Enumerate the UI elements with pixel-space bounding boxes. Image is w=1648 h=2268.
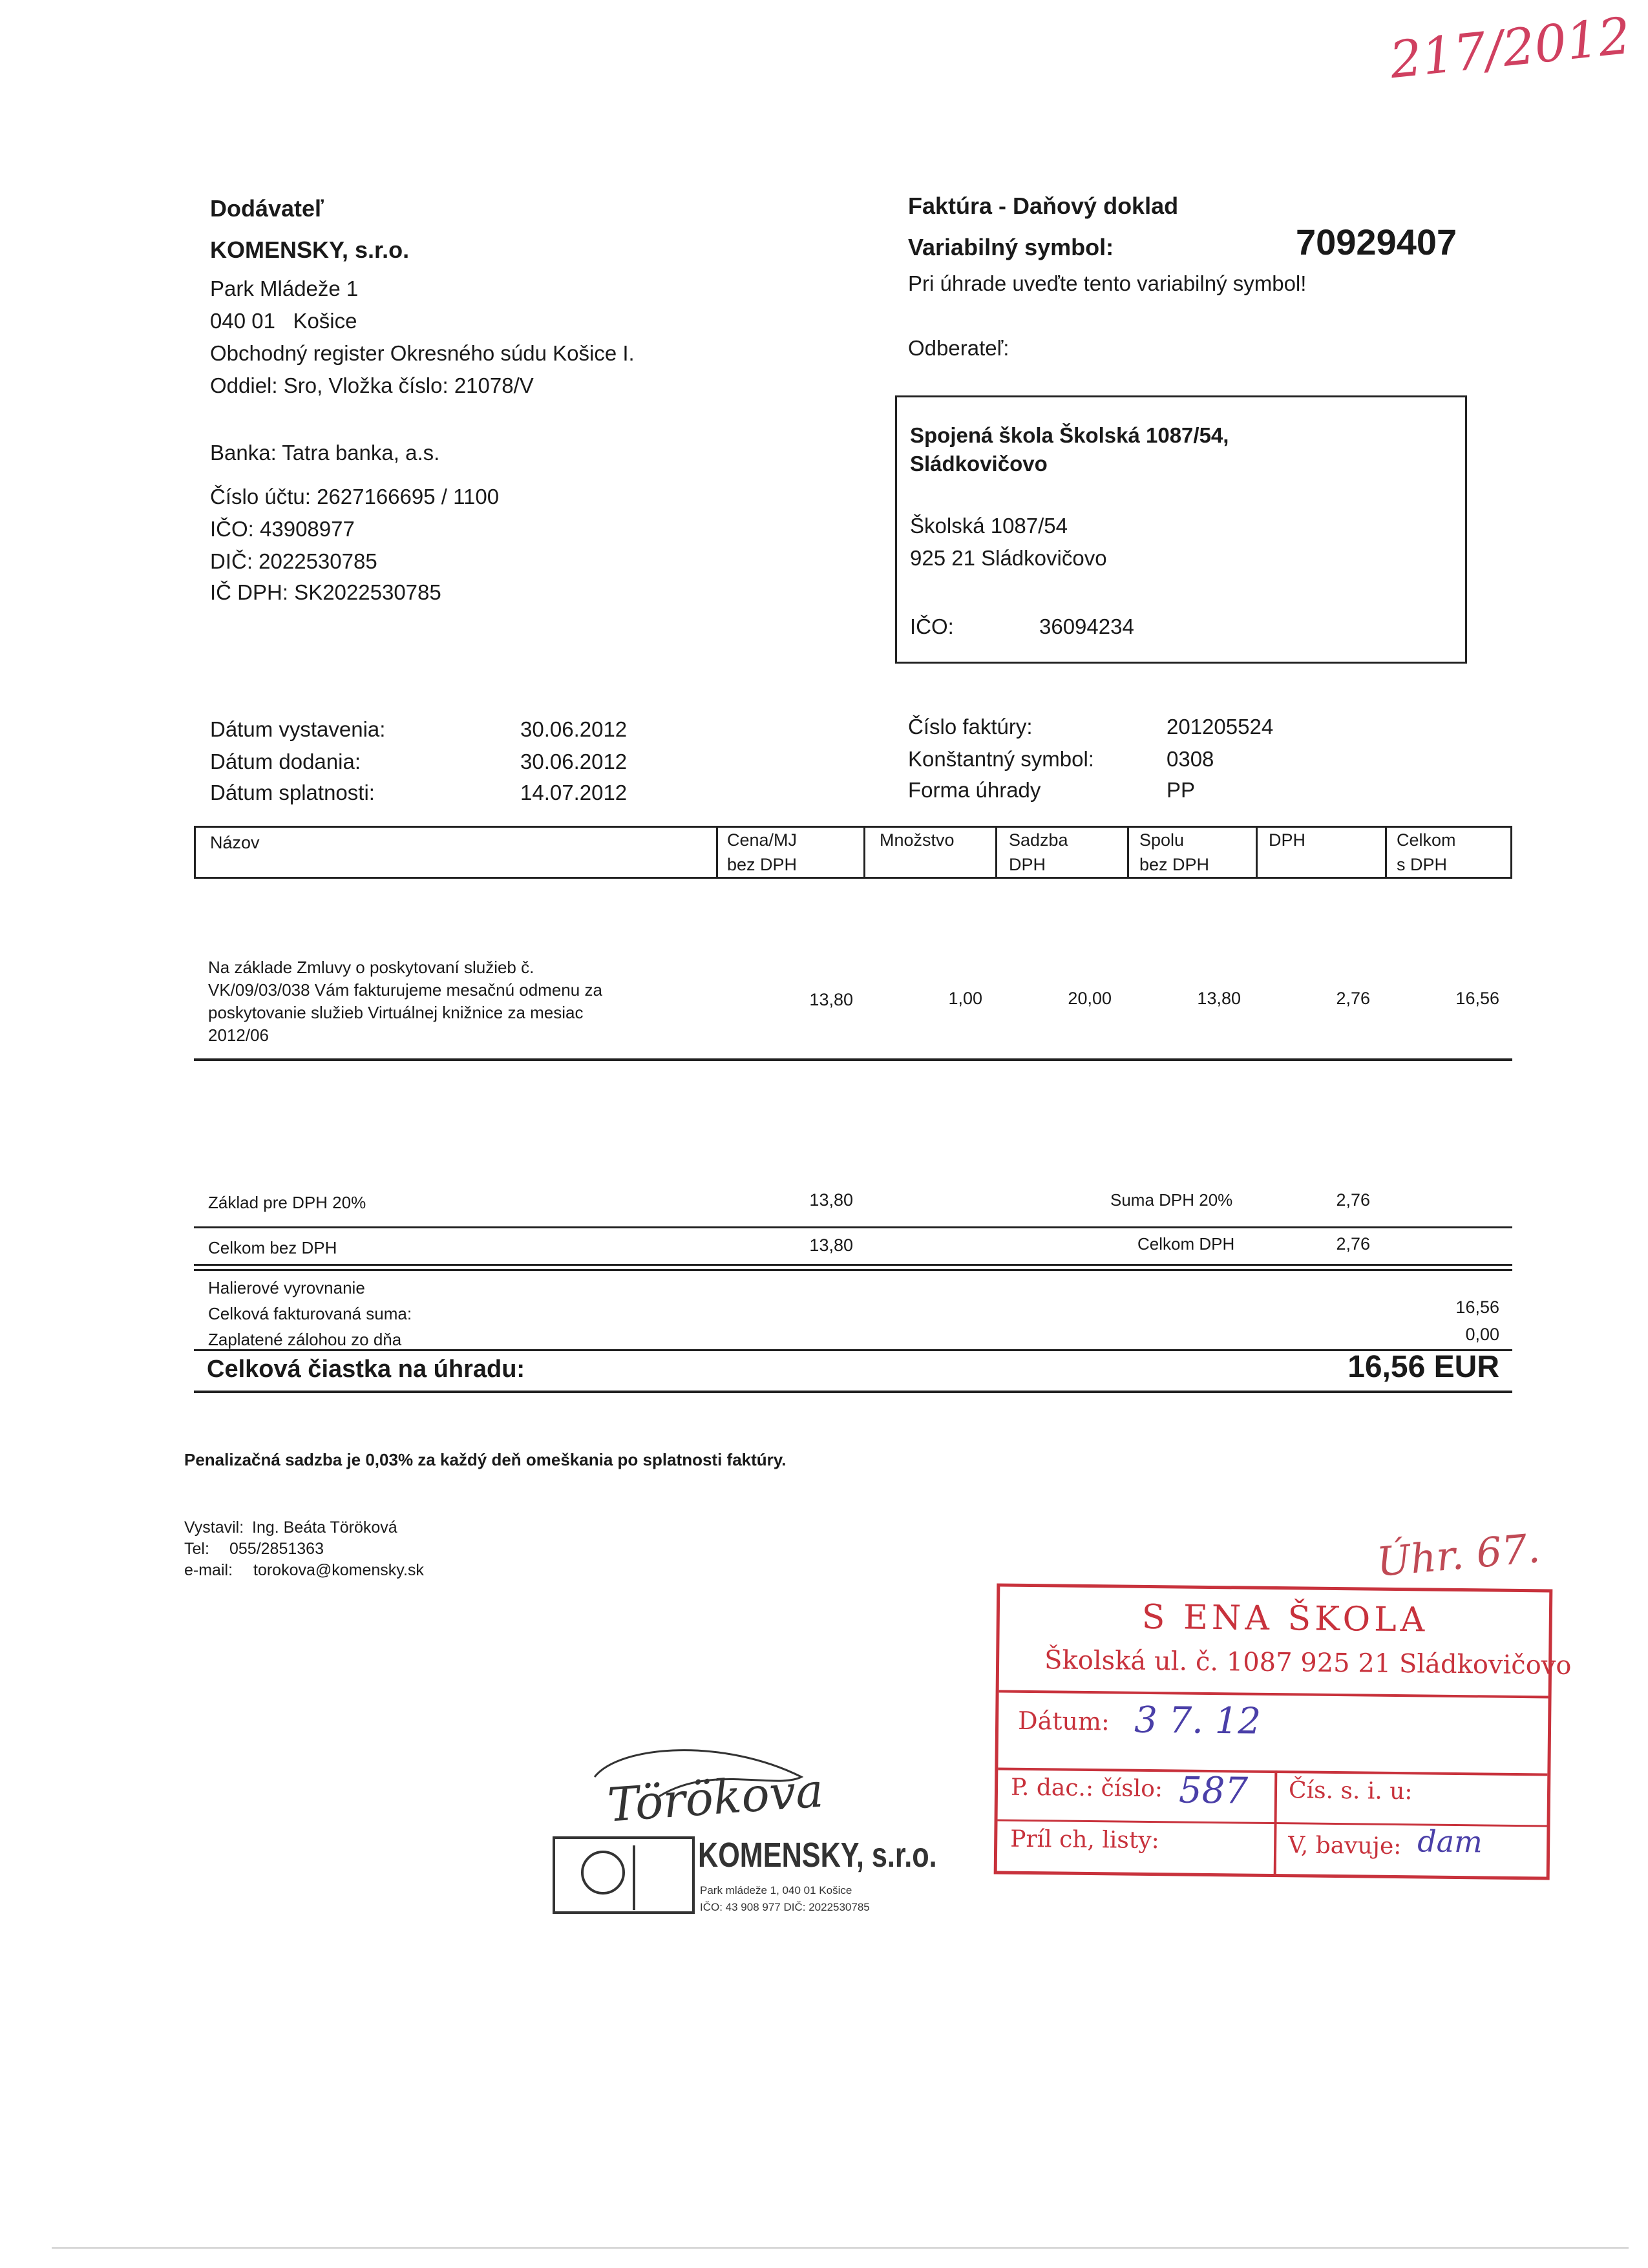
header-quantity: Množstvo [880,830,955,850]
company-stamp-name: KOMENSKY, s.r.o. [698,1836,937,1874]
issue-date-value: 30.06.2012 [520,717,628,741]
receipt-file-number-label: Čís. s. i. u: [1288,1777,1413,1805]
penalty-note: Penalizačná sadzba je 0,03% za každý deň omeškania po splatnosti faktúry. [184,1450,787,1469]
vat-base-label: Základ pre DPH 20% [208,1193,366,1212]
variable-symbol-value: 70929407 [1296,222,1457,262]
header-unit-price-line2: bez DPH [727,855,798,874]
due-date-value: 14.07.2012 [520,781,628,804]
item-grand-total: 16,56 [1455,989,1499,1008]
item-description-line3: poskytovanie služieb Virtuálnej knižnice za mesiac [208,1003,584,1022]
invoiced-sum-label: Celková fakturovaná suma: [208,1304,412,1323]
vat-total-value: 2,76 [1336,1234,1370,1254]
constant-symbol-label: Konštantný symbol: [908,747,1094,771]
supplier-ico: IČO: 43908977 [210,517,355,541]
summary-rule-1 [194,1226,1512,1228]
header-vat: DPH [1269,830,1306,850]
supplier-dic: DIČ: 2022530785 [210,549,377,573]
due-date-label: Dátum splatnosti: [210,781,375,804]
supplier-account: Číslo účtu: 2627166695 / 1100 [210,485,500,509]
issuer-by-label: Vystavil: [184,1518,244,1537]
delivery-date-value: 30.06.2012 [520,750,628,773]
table-header [194,826,1512,879]
item-description-line2: VK/09/03/038 Vám fakturujeme mesačnú odmenu za [208,980,602,1000]
header-rate-line1: Sadzba [1009,830,1068,850]
amount-due-value: 16,56 EUR [1347,1350,1499,1384]
issuer-tel-label: Tel: [184,1540,209,1558]
header-total-line1: Spolu [1139,830,1185,850]
book-logo-icon [553,1836,695,1914]
receipt-date-value: 3 7. 12 [1134,1699,1262,1743]
customer-box [895,395,1467,664]
constant-symbol-value: 0308 [1167,747,1214,771]
receipt-stamp-address: Školská ul. č. 1087 925 21 Sládkovičovo [1044,1645,1572,1681]
summary-rule-2a [194,1264,1512,1266]
supplier-ic-dph: IČ DPH: SK2022530785 [210,580,441,604]
summary-rule-2b [194,1269,1512,1271]
receipt-reg-number-value: 587 [1178,1769,1249,1812]
header-unit-price [727,828,797,877]
delivery-date-label: Dátum dodania: [210,750,361,773]
supplier-bank: Banka: Tatra banka, a.s. [210,441,440,465]
issuer-email-label: e-mail: [184,1561,233,1579]
customer-name-line2: Sládkovičovo [910,452,1048,476]
receipt-reg-number-label: P. dac.: číslo: [1010,1774,1163,1803]
header-grand-line2: s DPH [1397,855,1448,874]
company-stamp-line1: Park mládeže 1, 040 01 Košice [700,1884,852,1896]
issue-date-label: Dátum vystavenia: [210,717,386,741]
net-total-value: 13,80 [809,1235,853,1255]
supplier-street: Park Mládeže 1 [210,277,359,300]
item-description-line4: 2012/06 [208,1025,269,1045]
invoice-title: Faktúra - Daňový doklad [908,193,1179,219]
header-total [1139,828,1209,877]
supplier-heading: Dodávateľ [210,195,324,222]
net-total-label: Celkom bez DPH [208,1238,337,1257]
customer-name-line1: Spojená škola Školská 1087/54, [910,423,1229,447]
item-total: 13,80 [1197,989,1241,1008]
header-rate [1009,828,1068,877]
header-grand-total [1397,828,1456,877]
summary-rule-4 [194,1391,1512,1393]
vat-sum-value: 2,76 [1336,1190,1370,1210]
item-row-rule [194,1058,1512,1061]
customer-ico-label: IČO: [910,614,954,638]
prepaid-value: 0,00 [1465,1325,1499,1344]
payment-form-label: Forma úhrady [908,778,1041,802]
signature: Törökova [606,1763,825,1832]
item-unit-price: 13,80 [809,990,853,1009]
signature-flourish [582,1738,827,1822]
item-description-line1: Na základe Zmluvy o poskytovaní služieb č. [208,958,534,977]
header-total-line2: bez DPH [1139,855,1210,874]
handwritten-accounting-note: Úhr. 67. [1375,1524,1542,1586]
item-quantity: 1,00 [948,989,982,1008]
bottom-scan-edge [52,2247,1629,2249]
receipt-handler-label: V, bavuje: [1287,1832,1402,1860]
vat-total-label: Celkom DPH [1137,1234,1235,1254]
prepaid-label: Zaplatené zálohou zo dňa [208,1330,402,1349]
receipt-stamp-school: S ENA ŠKOLA [1141,1597,1429,1640]
customer-city: 925 21 Sládkovičovo [910,546,1107,570]
receipt-date-label: Dátum: [1017,1706,1110,1736]
supplier-city: 040 01 Košice [210,309,357,333]
header-grand-line1: Celkom [1397,830,1456,850]
header-rate-line2: DPH [1009,855,1046,874]
customer-heading: Odberateľ: [908,336,1009,360]
variable-symbol-note: Pri úhrade uveďte tento variabilný symbol! [908,271,1307,295]
amount-due-label: Celková čiastka na úhradu: [207,1356,525,1383]
receipt-handler-signature: dam [1417,1823,1483,1860]
supplier-section: Oddiel: Sro, Vložka číslo: 21078/V [210,373,534,397]
supplier-name: KOMENSKY, s.r.o. [210,236,410,263]
vat-sum-label: Suma DPH 20% [1110,1190,1233,1210]
issuer-by-value: Ing. Beáta Töröková [252,1518,397,1537]
invoice-number-value: 201205524 [1167,715,1274,739]
issuer-tel-value: 055/2851363 [229,1540,324,1558]
item-vat: 2,76 [1336,989,1370,1008]
issuer-email-value: torokova@komensky.sk [253,1561,424,1579]
rounding-label: Halierové vyrovnanie [208,1278,365,1297]
payment-form-value: PP [1167,778,1196,802]
item-rate: 20,00 [1068,989,1112,1008]
handwritten-reference: 217/2012 [1387,6,1634,90]
header-unit-price-line1: Cena/MJ [727,830,798,850]
invoice-number-label: Číslo faktúry: [908,715,1033,739]
vat-base-value: 13,80 [809,1190,853,1210]
customer-street: Školská 1087/54 [910,514,1068,538]
header-name: Názov [210,833,260,852]
variable-symbol-label: Variabilný symbol: [908,234,1114,260]
company-stamp [553,1829,937,1932]
company-stamp-line2: IČO: 43 908 977 DIČ: 2022530785 [700,1901,870,1913]
receipt-attachments-label: Príl ch, listy: [1010,1825,1160,1854]
supplier-register: Obchodný register Okresného súdu Košice I. [210,341,635,365]
customer-ico-value: 36094234 [1039,614,1134,638]
invoiced-sum-value: 16,56 [1455,1297,1499,1317]
receipt-stamp [994,1584,1572,1880]
